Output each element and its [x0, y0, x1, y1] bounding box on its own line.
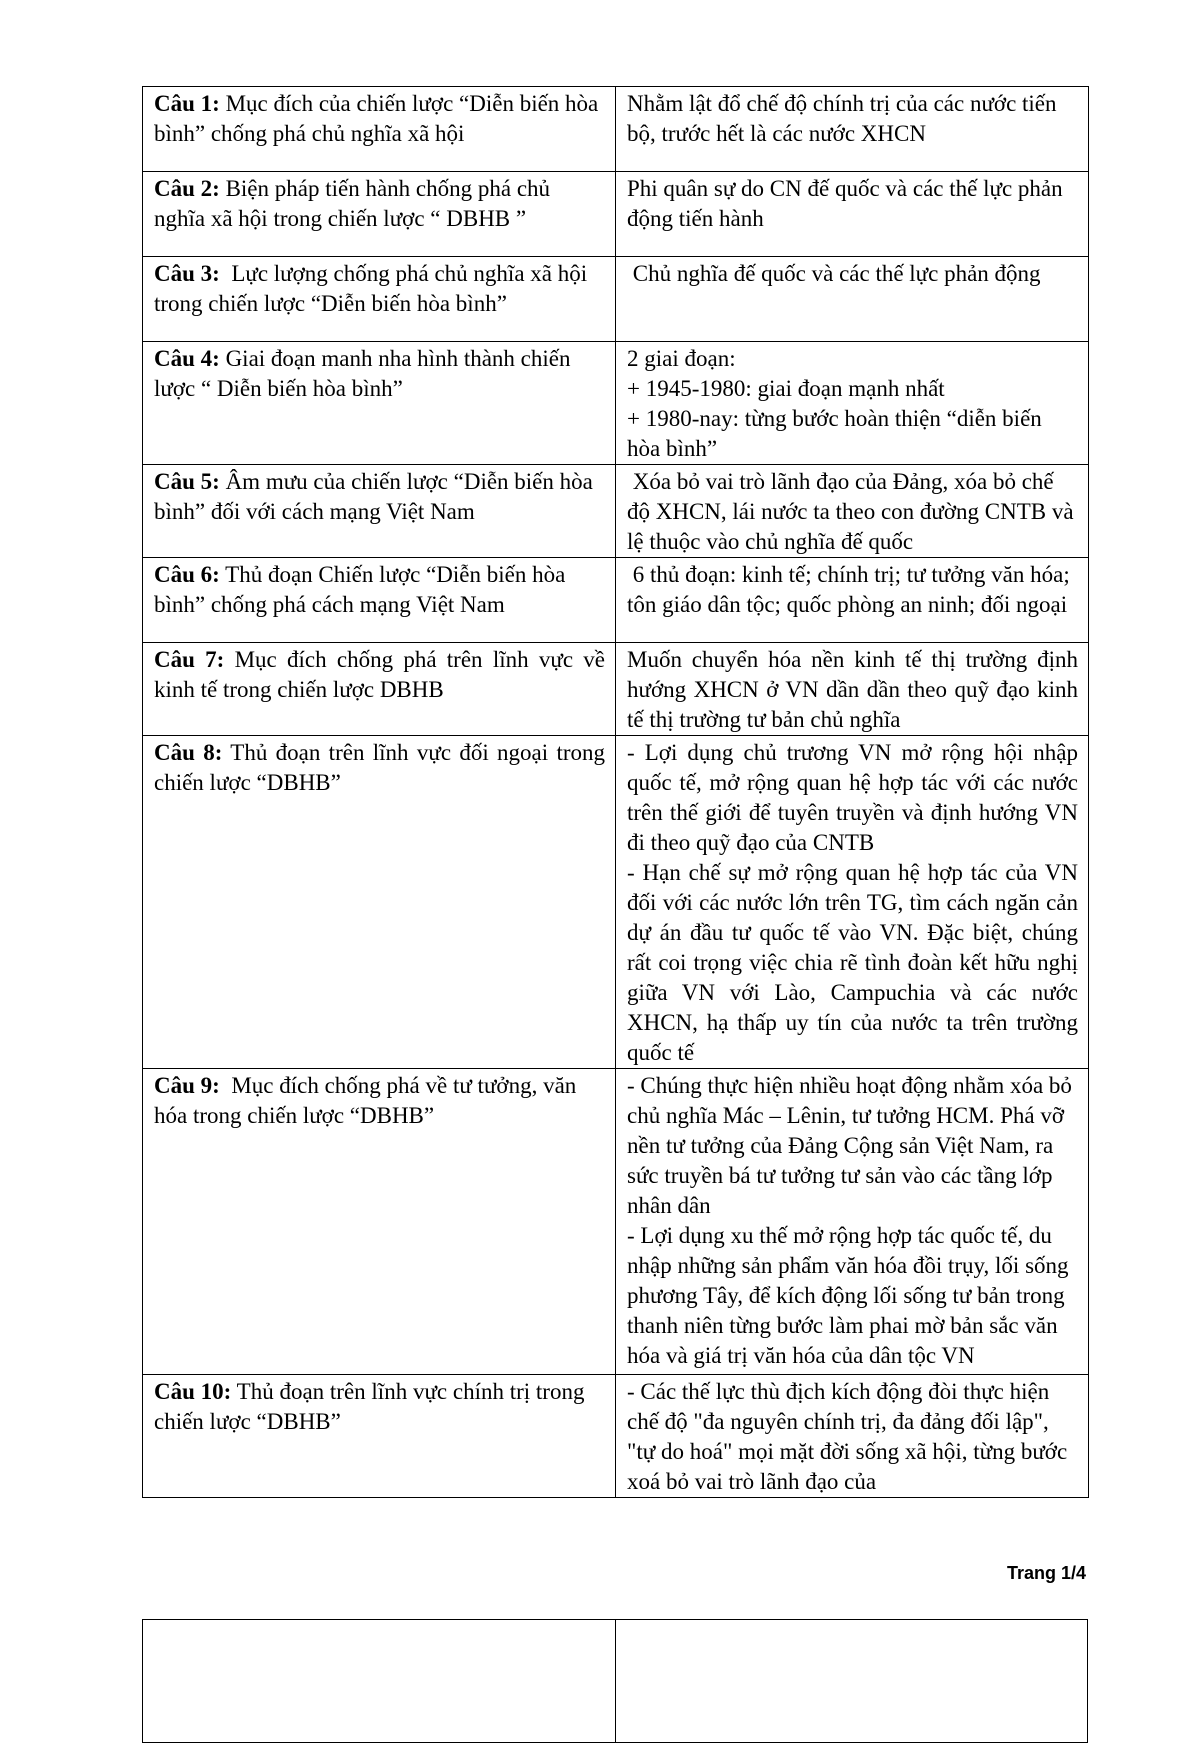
answer-text: Chủ nghĩa đế quốc và các thế lực phản động: [627, 261, 1041, 286]
question-text: Biện pháp tiến hành chống phá chủ nghĩa xã hội trong chiến lược “ DBHB ”: [154, 176, 556, 231]
answer-cell: [616, 87, 1089, 172]
answer-text: - Chúng thực hiện nhiều hoạt động nhằm xóa bỏ chủ nghĩa Mác – Lênin, tư tưởng HCM. Phá vỡ nền tư tưởng của Đảng Cộng sản Việt Nam, ra sức truyền bá tư tưởng tư sản vào các tầng lớp nhân dân: [627, 1073, 1078, 1218]
question-number: Câu 9:: [154, 1073, 220, 1098]
question-number: Câu 5:: [154, 469, 220, 494]
next-page-question-cell: [143, 1620, 616, 1743]
answer-text: - Hạn chế sự mở rộng quan hệ hợp tác của VN đối với các nước lớn trên TG, tìm cách ngăn cản dự án đầu tư quốc tế vào VN. Đặc biệt, chúng rất coi trọng việc chia rẽ tình đoàn kết hữu nghị giữa VN với Lào, Campuchia và các nước XHCN, hạ thấp uy tín của nước ta trên trường quốc tế: [627, 860, 1084, 1065]
question-cell: [143, 558, 616, 643]
question-number: Câu 4:: [154, 346, 220, 371]
question-text: Thủ đoạn trên lĩnh vực chính trị trong chiến lược “DBHB”: [154, 1379, 591, 1434]
question-row: [143, 342, 1089, 465]
question-cell: [143, 465, 616, 558]
question-number: Câu 2:: [154, 176, 220, 201]
question-cell: [143, 257, 616, 342]
answer-text: Phi quân sự do CN đế quốc và các thế lực phản động tiến hành: [627, 176, 1069, 231]
question-row: [143, 558, 1089, 643]
answer-cell: [616, 1069, 1089, 1375]
question-text: Thủ đoạn Chiến lược “Diễn biến hòa bình” chống phá cách mạng Việt Nam: [154, 562, 572, 617]
question-cell: [143, 736, 616, 1069]
question-number: Câu 8:: [154, 740, 223, 765]
answer-text: 2 giai đoạn:: [627, 346, 736, 371]
question-cell: [143, 87, 616, 172]
next-page-table: [142, 1619, 1088, 1743]
question-number: Câu 7:: [154, 647, 225, 672]
question-number: Câu 6:: [154, 562, 220, 587]
answer-text: - Các thế lực thù địch kích động đòi thực hiện chế độ "đa nguyên chính trị, đa đảng đối lập", "tự do hoá" mọi mặt đời sống xã hội, từng bước xoá bỏ vai trò lãnh đạo của: [627, 1379, 1073, 1494]
answer-cell: [616, 465, 1089, 558]
answer-cell: [616, 1375, 1089, 1498]
question-row: [143, 736, 1089, 1069]
next-page-table-row: [143, 1620, 1088, 1743]
next-page-answer-cell: [615, 1620, 1088, 1743]
question-text: Thủ đoạn trên lĩnh vực đối ngoại trong chiến lược “DBHB”: [154, 740, 611, 795]
question-cell: [143, 1375, 616, 1498]
answer-text: Muốn chuyển hóa nền kinh tế thị trường định hướng XHCN ở VN dần dần theo quỹ đạo kinh tế thị trường tư bản chủ nghĩa: [627, 647, 1084, 732]
question-text: Lực lượng chống phá chủ nghĩa xã hội trong chiến lược “Diễn biến hòa bình”: [154, 261, 593, 316]
answer-text: + 1945-1980: giai đoạn mạnh nhất: [627, 376, 945, 401]
answer-cell: [616, 342, 1089, 465]
qa-table: [142, 86, 1089, 1498]
question-row: [143, 1375, 1089, 1498]
question-row: [143, 172, 1089, 257]
answer-text: 6 thủ đoạn: kinh tế; chính trị; tư tưởng văn hóa; tôn giáo dân tộc; quốc phòng an ninh; đối ngoại: [627, 562, 1076, 617]
answer-text: Nhằm lật đổ chế độ chính trị của các nước tiến bộ, trước hết là các nước XHCN: [627, 91, 1063, 146]
qa-table-body: [143, 87, 1089, 1498]
question-text: Mục đích chống phá về tư tưởng, văn hóa trong chiến lược “DBHB”: [154, 1073, 583, 1128]
answer-cell: [616, 558, 1089, 643]
question-number: Câu 10:: [154, 1379, 232, 1404]
question-row: [143, 257, 1089, 342]
question-text: Mục đích của chiến lược “Diễn biến hòa bình” chống phá chủ nghĩa xã hội: [154, 91, 604, 146]
question-row: [143, 465, 1089, 558]
question-cell: [143, 1069, 616, 1375]
question-row: [143, 87, 1089, 172]
page-number: Trang 1/4: [1006, 1563, 1086, 1583]
answer-cell: [616, 257, 1089, 342]
question-text: Giai đoạn manh nha hình thành chiến lược “ Diễn biến hòa bình”: [154, 346, 577, 401]
answer-text: + 1980-nay: từng bước hoàn thiện “diễn biến hòa bình”: [627, 406, 1048, 461]
question-text: Âm mưu của chiến lược “Diễn biến hòa bình” đối với cách mạng Việt Nam: [154, 469, 599, 524]
answer-cell: [616, 736, 1089, 1069]
answer-cell: [616, 172, 1089, 257]
answer-cell: [616, 643, 1089, 736]
question-row: [143, 643, 1089, 736]
answer-text: - Lợi dụng xu thế mở rộng hợp tác quốc tế, du nhập những sản phẩm văn hóa đồi trụy, lối sống phương Tây, để kích động lối sống tư bản trong thanh niên từng bước làm phai mờ bản sắc văn hóa và giá trị văn hóa của dân tộc VN: [627, 1223, 1075, 1368]
question-cell: [143, 643, 616, 736]
answer-text: - Lợi dụng chủ trương VN mở rộng hội nhập quốc tế, mở rộng quan hệ hợp tác với các nước trên thế giới để tuyên truyền và định hướng VN đi theo quỹ đạo của CNTB: [627, 740, 1084, 855]
question-cell: [143, 172, 616, 257]
question-number: Câu 1:: [154, 91, 220, 116]
question-cell: [143, 342, 616, 465]
answer-text: Xóa bỏ vai trò lãnh đạo của Đảng, xóa bỏ chế độ XHCN, lái nước ta theo con đường CNTB và lệ thuộc vào chủ nghĩa đế quốc: [627, 469, 1080, 554]
question-row: [143, 1069, 1089, 1375]
question-number: Câu 3:: [154, 261, 220, 286]
question-text: Mục đích chống phá trên lĩnh vực về kinh tế trong chiến lược DBHB: [154, 647, 611, 702]
